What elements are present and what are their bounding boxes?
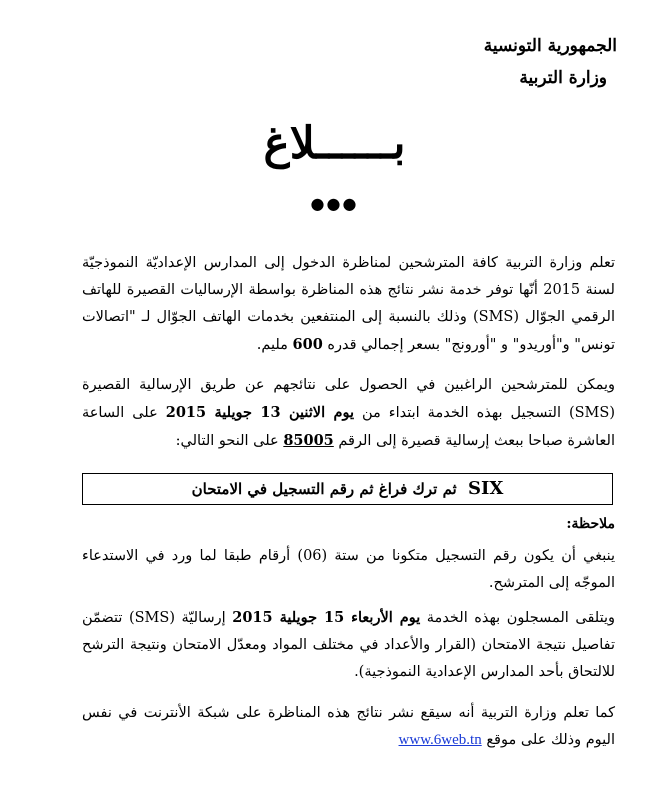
paragraph-text: على النحو التالي: xyxy=(175,433,279,449)
website-link[interactable]: www.6web.tn xyxy=(398,732,482,748)
registration-start-date: يوم الاثنين 13 جويلية 2015 xyxy=(165,404,355,421)
paragraph-text: على الساعة العاشرة صباحا ببعث إرسالية قصيرة إلى الرقم xyxy=(82,405,615,449)
paragraph-results xyxy=(82,604,615,686)
ministry-name: وزارة التربية xyxy=(519,68,607,88)
sms-number: 85005 xyxy=(283,432,334,449)
paragraph-text: إرساليّة (SMS) تتضمّن تفاصيل نتيجة الامتحان (القرار والأعداد في مختلف المواد ومعدّل الامتحان ونتيجة الترشح للالتحاق بأحد المدارس الإعدادية النموذجية). xyxy=(82,610,615,680)
republic-name: الجمهورية التونسية xyxy=(483,36,617,56)
price-value: 600 xyxy=(292,336,323,353)
paragraph-service-intro xyxy=(82,250,615,359)
paragraph-text: ويمكن للمترشحين الراغبين في الحصول على نتائجهم عن طريق الإرسالية القصيرة (SMS) التسجيل بهذه الخدمة ابتداء من xyxy=(82,377,616,421)
letterhead xyxy=(484,34,617,90)
sms-instruction: ثم ترك فراغ ثم رقم التسجيل في الامتحان xyxy=(191,480,457,498)
paragraph-text: ويتلقى المسجلون بهذه الخدمة xyxy=(426,610,615,626)
sms-keyword: SIX xyxy=(467,478,504,499)
paragraph-text: ينبغي أن يكون رقم التسجيل متكونا من ستة (06) أرقام طبقا لما ورد في الاستدعاء الموجّه إلى المترشح. xyxy=(82,548,615,591)
results-date: يوم الأربعاء 15 جويلية 2015 xyxy=(232,609,421,626)
page-title: بــــــلاغ xyxy=(263,118,406,169)
sms-format-box xyxy=(82,473,613,505)
paragraph-registration xyxy=(82,372,615,455)
paragraph-note xyxy=(82,543,615,597)
paragraph-text: كما تعلم وزارة التربية أنه سيقع نشر نتائج هذه المناظرة على شبكة الأنترنت في نفس اليوم وذلك على موقع xyxy=(82,705,615,748)
paragraph-website xyxy=(82,700,615,754)
paragraph-text: تعلم وزارة التربية كافة المترشحين لمناظرة الدخول إلى المدارس الإعداديّة النموذجيّة لسنة 2015 أنّها توفر خدمة نشر نتائج هذه المناظرة بواسطة الإرساليات القصيرة للهاتف الرقمي الجوّال (SMS) وذلك بالنسبة إلى المنتفعين بخدمات الهاتف الجوّال لـ "اتصالات تونس" و"أوريدو" و "أورونج" بسعر إجمالي قدره xyxy=(82,255,615,353)
price-unit: مليم. xyxy=(256,337,288,353)
note-label: ملاحظة: xyxy=(566,516,615,532)
ornament-dots: ●●● xyxy=(310,194,359,213)
